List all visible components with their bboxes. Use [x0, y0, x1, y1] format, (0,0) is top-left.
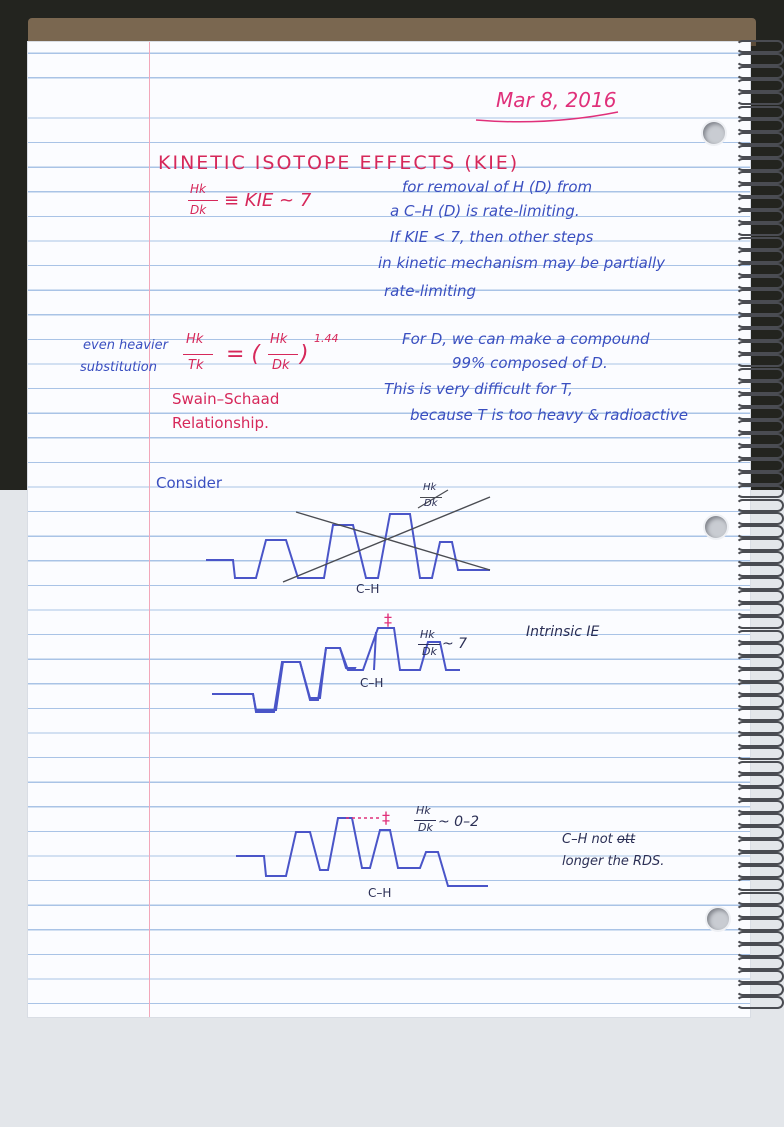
spiral-coil	[736, 957, 784, 970]
fraction-bar	[268, 354, 298, 355]
rds-note-text: C–H not	[562, 832, 613, 847]
spiral-coil	[736, 918, 784, 931]
spiral-coil	[736, 643, 784, 656]
spiral-coil	[736, 656, 784, 669]
kie-note-line: in kinetic mechanism may be partially	[378, 254, 666, 272]
spiral-coil	[736, 341, 784, 354]
spiral-coil	[736, 616, 784, 629]
spiral-coil	[736, 446, 784, 459]
spiral-coil	[736, 53, 784, 66]
fraction-bar	[183, 354, 213, 355]
diagram2-label: C–H	[360, 676, 384, 690]
kie-den: Dk	[190, 203, 207, 217]
spiral-coil	[736, 472, 784, 485]
date-underline	[476, 112, 618, 122]
spiral-coil	[736, 210, 784, 223]
spiral-coil	[736, 839, 784, 852]
spiral-coil	[736, 394, 784, 407]
spiral-coil	[736, 682, 784, 695]
crossed-den: Dk	[424, 498, 438, 509]
date: Mar 8, 2016	[496, 88, 617, 112]
rds-note-line2: longer the RDS.	[562, 854, 665, 869]
spiral-coil	[736, 119, 784, 132]
punch-hole	[703, 122, 725, 144]
spiral-coil	[736, 381, 784, 394]
exponent: 1.44	[314, 332, 339, 345]
spiral-coil	[736, 40, 784, 53]
spiral-coil	[736, 158, 784, 171]
spiral-coil	[736, 787, 784, 800]
compound-note-line: 99% composed of D.	[452, 354, 608, 372]
heavier-label: even heavier	[83, 338, 168, 353]
spiral-coil	[736, 669, 784, 682]
spiral-coil	[736, 171, 784, 184]
spiral-coil	[736, 852, 784, 865]
compound-note-line: For D, we can make a compound	[402, 330, 650, 348]
diagram3-label: C–H	[368, 886, 392, 900]
spiral-coil	[736, 577, 784, 590]
barrier-edge	[374, 632, 376, 670]
spiral-coil	[736, 603, 784, 616]
spiral-coil	[736, 996, 784, 1009]
spiral-coil	[736, 931, 784, 944]
spiral-binding	[736, 40, 784, 1010]
ratio-value: ~ 7	[442, 636, 468, 652]
ratio-value: ~ 0–2	[438, 814, 479, 830]
cross-out-line	[283, 497, 490, 582]
handwriting-strokes	[28, 42, 750, 1017]
margin-line	[149, 42, 150, 1017]
equals-open-paren: = (	[226, 342, 261, 367]
energy-profile-line	[212, 648, 355, 710]
compound-note-line: This is very difficult for T,	[384, 380, 573, 398]
spiral-coil	[736, 66, 784, 79]
punch-hole	[705, 516, 727, 538]
spiral-coil	[736, 905, 784, 918]
spiral-coil	[736, 250, 784, 263]
compound-note-line: because T is too heavy & radioactive	[410, 406, 688, 424]
spiral-coil	[736, 721, 784, 734]
kie-note-line: If KIE < 7, then other steps	[390, 228, 594, 246]
close-paren: )	[300, 342, 309, 367]
energy-diagram-2	[28, 42, 750, 1017]
kie-rest: ≡ KIE ~ 7	[224, 190, 312, 211]
lhs-den: Tk	[188, 358, 204, 373]
spiral-coil	[736, 826, 784, 839]
spiral-coil	[736, 276, 784, 289]
kie-num: Hk	[190, 182, 206, 196]
spiral-coil	[736, 525, 784, 538]
spiral-coil	[736, 878, 784, 891]
intrinsic-note: Intrinsic IE	[526, 624, 600, 640]
ratio-num: Hk	[420, 628, 435, 641]
spiral-coil	[736, 289, 784, 302]
spiral-coil	[736, 630, 784, 643]
cross-out-line	[296, 512, 490, 570]
spiral-coil	[736, 944, 784, 957]
spiral-coil	[736, 800, 784, 813]
spiral-coil	[736, 302, 784, 315]
spiral-coil	[736, 197, 784, 210]
spiral-coil	[736, 892, 784, 905]
spiral-coil	[736, 132, 784, 145]
spiral-coil	[736, 106, 784, 119]
spiral-coil	[736, 761, 784, 774]
rhs-den: Dk	[272, 358, 290, 373]
spiral-coil	[736, 328, 784, 341]
spiral-coil	[736, 813, 784, 826]
spiral-coil	[736, 184, 784, 197]
ratio-num: Hk	[416, 804, 431, 817]
punch-hole	[707, 908, 729, 930]
spiral-coil	[736, 551, 784, 564]
heavier-label: substitution	[80, 360, 157, 375]
spiral-coil	[736, 485, 784, 498]
energy-diagram-1	[28, 42, 750, 1017]
spiral-coil	[736, 499, 784, 512]
spiral-coil	[736, 92, 784, 105]
spiral-coil	[736, 774, 784, 787]
notebook-page	[28, 42, 750, 1017]
spiral-coil	[736, 734, 784, 747]
spiral-coil	[736, 983, 784, 996]
spiral-coil	[736, 433, 784, 446]
swain-line: Relationship.	[172, 414, 269, 432]
lhs-num: Hk	[186, 332, 204, 347]
spiral-coil	[736, 315, 784, 328]
spiral-coil	[736, 420, 784, 433]
consider-label: Consider	[156, 474, 223, 492]
spiral-coil	[736, 237, 784, 250]
spiral-coil	[736, 223, 784, 236]
spiral-coil	[736, 79, 784, 92]
ratio-den: Dk	[418, 821, 433, 834]
spiral-coil	[736, 407, 784, 420]
spiral-coil	[736, 354, 784, 367]
spiral-coil	[736, 708, 784, 721]
kie-note-line: a C–H (D) is rate-limiting.	[390, 202, 580, 220]
spiral-coil	[736, 459, 784, 472]
rhs-num: Hk	[270, 332, 288, 347]
spiral-coil	[736, 538, 784, 551]
kie-note-line: rate-limiting	[384, 282, 477, 300]
fraction-bar	[188, 200, 218, 201]
spiral-coil	[736, 970, 784, 983]
spiral-coil	[736, 695, 784, 708]
ts-mark: ‡	[382, 808, 390, 827]
spiral-coil	[736, 747, 784, 760]
swain-line: Swain–Schaad	[172, 390, 280, 408]
kie-note-line: for removal of H (D) from	[402, 178, 593, 196]
energy-diagram-3	[28, 42, 750, 1017]
diagram1-label: C–H	[356, 582, 380, 596]
crossed-num: Hk	[423, 482, 437, 493]
spiral-coil	[736, 368, 784, 381]
rds-note-line1	[562, 832, 635, 847]
spiral-coil	[736, 564, 784, 577]
ratio-den: Dk	[422, 645, 437, 658]
spiral-coil	[736, 590, 784, 603]
rds-note-strike: ott	[616, 832, 636, 847]
spiral-coil	[736, 865, 784, 878]
ts-mark: ‡	[384, 610, 392, 629]
spiral-coil	[736, 145, 784, 158]
page-title: KINETIC ISOTOPE EFFECTS (KIE)	[158, 152, 520, 174]
spiral-coil	[736, 512, 784, 525]
energy-profile-line	[206, 514, 490, 578]
spiral-coil	[736, 263, 784, 276]
